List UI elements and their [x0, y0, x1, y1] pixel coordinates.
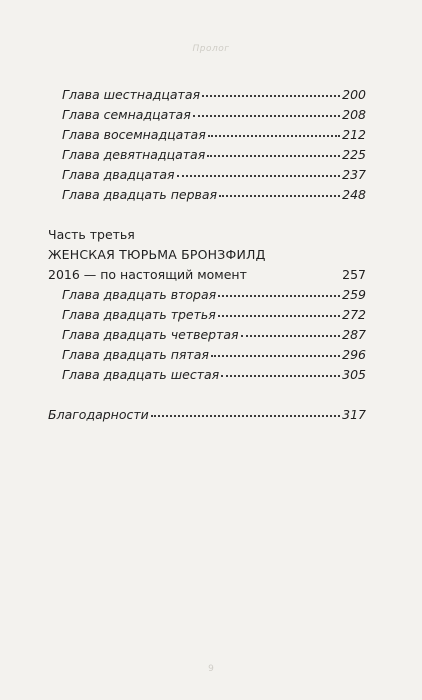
toc-entry-page: 272: [342, 307, 366, 322]
toc-entry-page: 237: [342, 167, 366, 182]
toc-entry-page: 248: [342, 187, 366, 202]
dot-leader: [219, 185, 340, 197]
dot-leader: [218, 285, 340, 297]
toc-entry: [62, 326, 366, 344]
toc-entry-page: 305: [342, 367, 366, 382]
toc-entry-label: Глава двадцать пятая: [62, 347, 209, 362]
dot-leader: [202, 85, 340, 97]
toc-entry: [62, 346, 366, 364]
toc-entry-page: 257: [342, 267, 366, 282]
toc-entry-label: Благодарности: [48, 407, 149, 422]
dot-leader: [177, 165, 341, 177]
part-label: Часть третья: [48, 227, 135, 242]
toc-entry-label: Глава двадцать четвертая: [62, 327, 239, 342]
toc-entry-label: Глава семнадцатая: [62, 107, 191, 122]
dot-leader: [208, 125, 340, 137]
toc-entry: [62, 366, 366, 384]
dot-leader: [151, 405, 340, 417]
page-number: 9: [208, 664, 214, 674]
toc-entry-label: Глава двадцать шестая: [62, 367, 220, 382]
dot-leader: [207, 145, 340, 157]
dot-leader: [241, 325, 341, 337]
part-title: ЖЕНСКАЯ ТЮРЬМА БРОНЗФИЛД: [48, 247, 266, 262]
toc-entry-label: Глава шестнадцатая: [62, 87, 201, 102]
toc-entry-page: 287: [342, 327, 366, 342]
toc-entry-page: 225: [342, 147, 366, 162]
toc-entry-label: Глава двадцатая: [62, 167, 175, 182]
toc-entry-label: Глава двадцать вторая: [62, 287, 217, 302]
toc-entry-label: Глава восемнадцатая: [62, 127, 206, 142]
toc-entry: [62, 306, 366, 324]
toc-entry-page: 296: [342, 347, 366, 362]
toc-entry: [62, 106, 366, 124]
toc-entry-label: Глава девятнадцатая: [62, 147, 206, 162]
toc-entry-page: 208: [342, 107, 366, 122]
dot-leader: [193, 105, 340, 117]
toc-entry: [62, 86, 366, 104]
dot-leader: [249, 265, 340, 277]
toc-entry-page: 212: [342, 127, 366, 142]
dot-leader: [218, 305, 340, 317]
toc-entry-page: 259: [342, 287, 366, 302]
toc-entry-label: Глава двадцать первая: [62, 187, 218, 202]
toc-entry: [62, 146, 366, 164]
dot-leader: [211, 345, 340, 357]
toc-entry: [62, 186, 366, 204]
toc-entry: [62, 166, 366, 184]
toc-entry-acknowledgements: [48, 406, 366, 424]
toc-entry-period: [48, 266, 366, 284]
toc-entry-page: 200: [342, 87, 366, 102]
dot-leader: [221, 365, 340, 377]
toc-entry-label: Глава двадцать третья: [62, 307, 216, 322]
toc-entry-page: 317: [342, 407, 366, 422]
running-head: Пролог: [192, 44, 230, 54]
toc-entry-label: 2016 — по настоящий момент: [48, 267, 247, 282]
toc-entry: [62, 126, 366, 144]
toc-entry: [62, 286, 366, 304]
